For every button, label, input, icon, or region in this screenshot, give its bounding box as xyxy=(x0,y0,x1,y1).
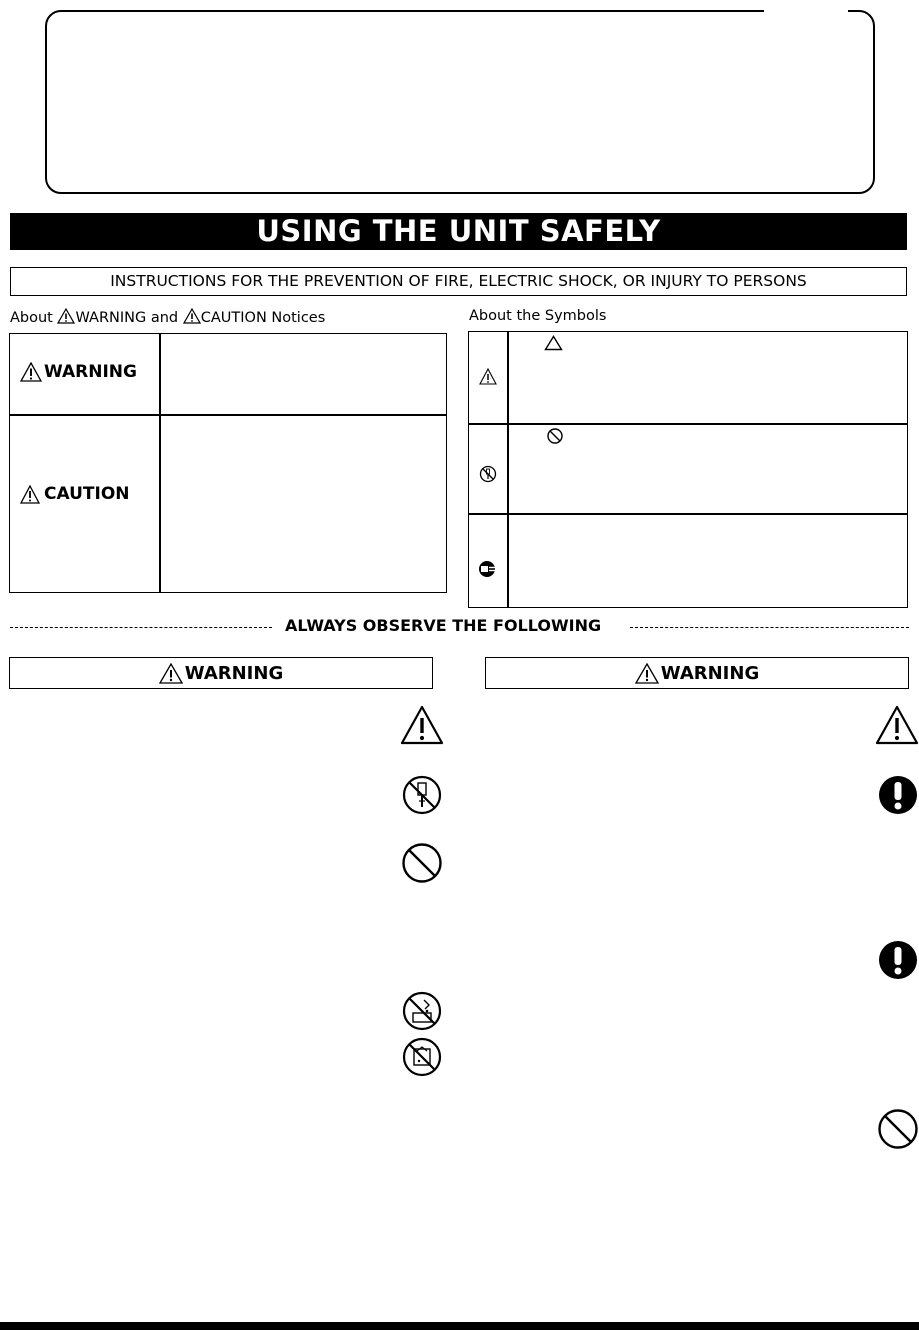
warning-triangle-icon xyxy=(183,308,201,324)
table-divider xyxy=(10,414,446,416)
prohibition-icon xyxy=(401,842,443,884)
caution-notice-label xyxy=(20,484,130,504)
mandatory-action-icon xyxy=(878,775,918,815)
warning-triangle-icon xyxy=(400,705,444,745)
warning-triangle-icon xyxy=(635,663,659,684)
caution-text: CAUTION xyxy=(44,484,130,504)
table-divider xyxy=(469,423,907,425)
triangle-outline-icon xyxy=(544,335,563,351)
prohibition-circle-icon xyxy=(546,427,564,445)
no-water-icon xyxy=(402,991,442,1031)
and-label: and xyxy=(150,310,179,326)
table-divider xyxy=(469,513,907,515)
bottom-rule xyxy=(0,1322,919,1330)
warning-triangle-icon xyxy=(20,362,42,382)
notices-label: Notices xyxy=(271,310,326,326)
no-disassemble-icon xyxy=(402,775,442,815)
observe-heading: ALWAYS OBSERVE THE FOLLOWING xyxy=(285,616,602,635)
no-disassemble-icon xyxy=(479,465,497,483)
warning-triangle-icon xyxy=(57,308,75,324)
top-box-gap xyxy=(764,6,848,16)
table-divider xyxy=(507,332,509,607)
notice-table xyxy=(9,333,447,593)
table-divider xyxy=(159,334,161,592)
warning-header-left xyxy=(9,657,433,689)
instructions-subtitle: INSTRUCTIONS FOR THE PREVENTION OF FIRE, ELECTRIC SHOCK, OR INJURY TO PERSONS xyxy=(10,267,907,296)
warning-header-text: WARNING xyxy=(184,662,284,684)
warning-triangle-icon xyxy=(159,663,183,684)
about-label: About xyxy=(10,310,53,326)
page-title: USING THE UNIT SAFELY xyxy=(10,213,907,250)
warning-text: WARNING xyxy=(44,362,137,382)
symbols-table xyxy=(468,331,908,608)
dashed-divider xyxy=(630,627,909,628)
warning-header-right xyxy=(485,657,909,689)
warning-triangle-icon xyxy=(20,485,40,504)
mandatory-action-icon xyxy=(878,940,918,980)
dashed-divider xyxy=(10,627,272,628)
notices-section-label xyxy=(10,308,325,326)
prohibition-icon xyxy=(877,1108,919,1150)
unplug-icon xyxy=(478,559,498,579)
warning-header-text: WARNING xyxy=(660,662,760,684)
top-notice-box xyxy=(45,10,875,194)
no-crush-icon xyxy=(402,1037,442,1077)
warning-notice-label xyxy=(20,362,137,382)
caution-label: CAUTION xyxy=(200,310,267,326)
warning-triangle-icon xyxy=(875,705,919,745)
warning-triangle-icon xyxy=(479,368,497,385)
warning-label: WARNING xyxy=(75,310,147,326)
symbols-section-label: About the Symbols xyxy=(469,308,607,324)
